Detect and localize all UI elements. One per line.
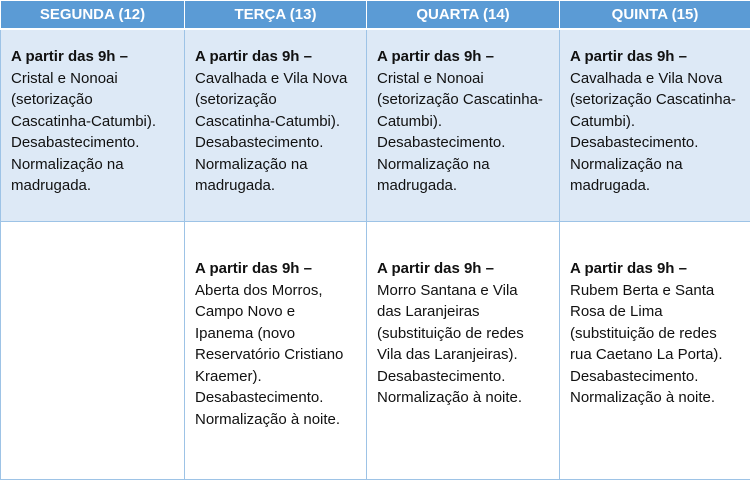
header-monday: SEGUNDA (12)	[1, 1, 185, 30]
cell-text: Cavalhada e Vila Nova (setorização Cascatinha-Catumbi). Desabastecimento. Normalização na madrugada.	[195, 69, 348, 194]
header-row	[1, 1, 750, 30]
table-cell	[367, 222, 560, 480]
cell-text: Rubem Berta e Santa Rosa de Lima (substituição de redes rua Caetano La Porta). Desabastecimento. Normalização à noite.	[570, 281, 723, 406]
header-tuesday: TERÇA (13)	[185, 1, 367, 30]
table-row	[1, 222, 750, 480]
header-wednesday: QUARTA (14)	[367, 1, 560, 30]
table-row	[1, 29, 750, 222]
cell-text: Cavalhada e Vila Nova (setorização Cascatinha- Catumbi). Desabastecimento. Normalização na madrugada.	[570, 69, 736, 194]
table-cell	[185, 222, 367, 480]
table-cell	[185, 29, 367, 222]
table-cell	[560, 222, 750, 480]
cell-title: A partir das 9h –	[570, 260, 687, 277]
cell-title: A partir das 9h –	[377, 260, 494, 277]
table-cell	[560, 29, 750, 222]
table-cell-empty	[1, 222, 185, 480]
cell-title: A partir das 9h –	[570, 48, 687, 65]
cell-title: A partir das 9h –	[195, 48, 312, 65]
cell-title: A partir das 9h –	[195, 260, 312, 277]
cell-text: Aberta dos Morros, Campo Novo e Ipanema (novo Reservatório Cristiano Kraemer). Desabastecimento. Normalização à noite.	[195, 281, 344, 428]
header-thursday: QUINTA (15)	[560, 1, 750, 30]
cell-text: Cristal e Nonoai (setorização Cascatinha-Catumbi). Desabastecimento. Normalização na madrugada.	[11, 69, 157, 194]
cell-text: Morro Santana e Vila das Laranjeiras (substituição de redes Vila das Laranjeiras). Desabastecimento. Normalização à noite.	[377, 281, 524, 406]
table-cell	[1, 29, 185, 222]
table-cell	[367, 29, 560, 222]
cell-text: Cristal e Nonoai (setorização Cascatinha- Catumbi). Desabastecimento. Normalização na madrugada.	[377, 69, 543, 194]
cell-title: A partir das 9h –	[11, 48, 128, 65]
cell-title: A partir das 9h –	[377, 48, 494, 65]
